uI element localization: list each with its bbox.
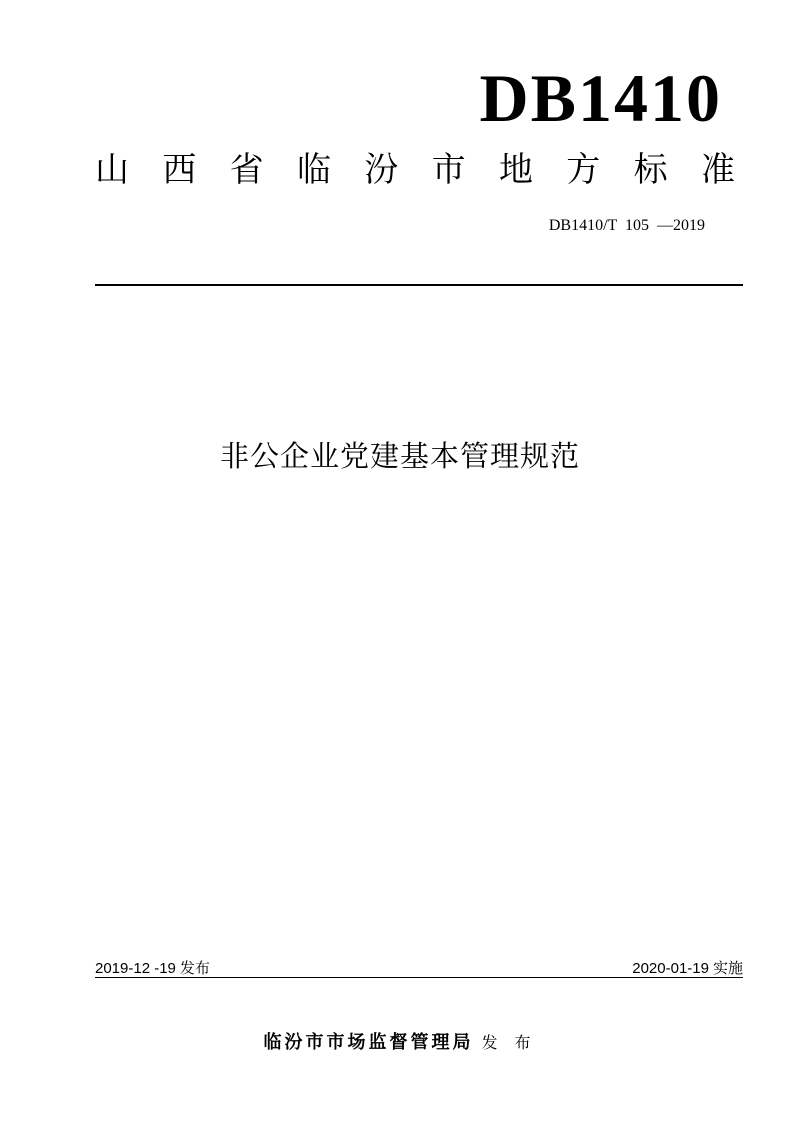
standard-logo: DB1410 <box>479 60 722 136</box>
implement-label: 实施 <box>712 961 743 977</box>
standard-category-char: 省 <box>229 150 264 190</box>
footer-divider <box>95 977 743 978</box>
implement-date: 2020-01-19 <box>632 960 709 977</box>
standard-category-char: 汾 <box>364 150 399 190</box>
issue-label: 发布 <box>179 961 210 977</box>
issue-date: 2019-12 -19 <box>95 960 176 977</box>
standard-category <box>95 152 735 189</box>
issue-date-line <box>95 957 210 978</box>
standard-category-char: 西 <box>162 150 197 190</box>
standard-category-char: 山 <box>95 150 129 190</box>
standard-code: DB1410/T 105 —2019 <box>548 217 705 234</box>
publisher-name: 临汾市市场监督管理局 <box>263 1032 474 1053</box>
standard-category-char: 准 <box>700 150 735 190</box>
standard-category-char: 临 <box>296 150 331 190</box>
document-title: 非公企业党建基本管理规范 <box>219 439 580 473</box>
header-divider <box>95 284 743 286</box>
implement-date-line <box>632 957 743 978</box>
publish-label: 发 布 <box>481 1033 537 1052</box>
publisher-line <box>0 1028 800 1054</box>
standard-category-char: 标 <box>633 150 668 190</box>
standard-category-char: 地 <box>498 150 533 190</box>
standard-category-char: 方 <box>566 150 601 190</box>
standard-category-char: 市 <box>431 150 466 190</box>
